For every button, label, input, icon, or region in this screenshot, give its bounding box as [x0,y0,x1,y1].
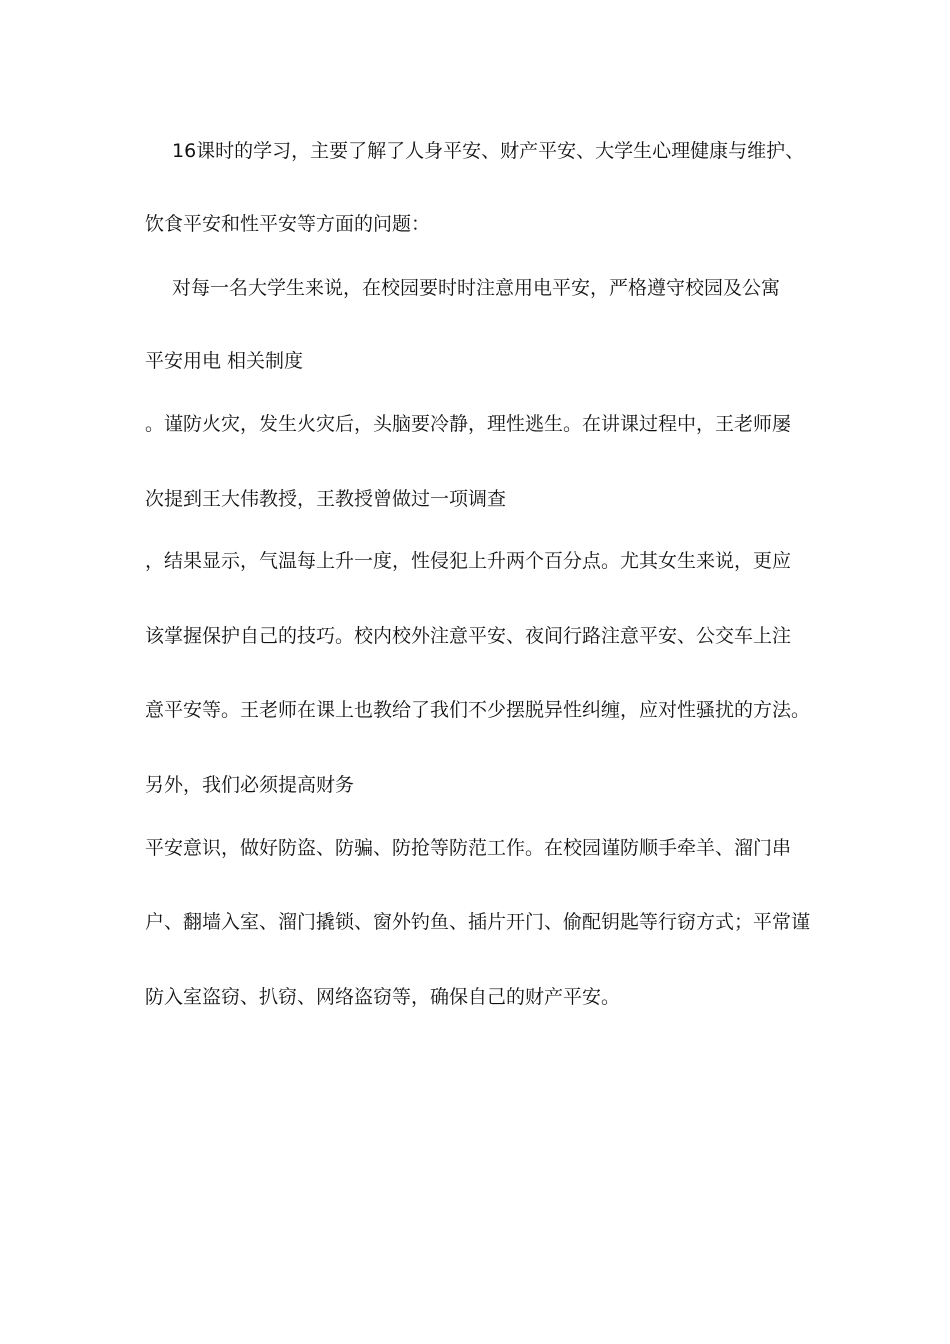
paragraph-line-1: 16课时的学习，主要了解了人身平安、财产平安、大学生心理健康与维护、 [172,140,805,162]
paragraph-line-8: 该掌握保护自己的技巧。校内校外注意平安、夜间行路注意平安、公交车上注 [145,625,792,647]
paragraph-line-13: 防入室盗窃、扒窃、网络盗窃等，确保自己的财产平安。 [145,986,621,1008]
paragraph-line-2: 饮食平安和性平安等方面的问题： [145,213,431,235]
paragraph-line-11: 平安意识，做好防盗、防骗、防抢等防范工作。在校园谨防顺手牵羊、溜门串 [145,837,792,859]
paragraph-line-12: 户、翻墙入室、溜门撬锁、窗外钓鱼、插片开门、偷配钥匙等行窃方式；平常谨 [145,911,811,933]
paragraph-line-5: 。谨防火灾，发生火灾后，头脑要冷静，理性逃生。在讲课过程中，王老师屡 [145,413,792,435]
paragraph-line-9: 意平安等。王老师在课上也教给了我们不少摆脱异性纠缠，应对性骚扰的方法。 [145,699,811,721]
paragraph-line-7: ，结果显示，气温每上升一度，性侵犯上升两个百分点。尤其女生来说，更应 [145,550,792,572]
paragraph-line-6: 次提到王大伟教授，王教授曾做过一项调查 [145,488,507,510]
paragraph-line-10: 另外，我们必须提高财务 [145,774,355,796]
paragraph-line-4: 平安用电 相关制度 [145,350,304,372]
paragraph-line-3: 对每一名大学生来说，在校园要时时注意用电平安，严格遵守校园及公寓 [172,277,781,299]
